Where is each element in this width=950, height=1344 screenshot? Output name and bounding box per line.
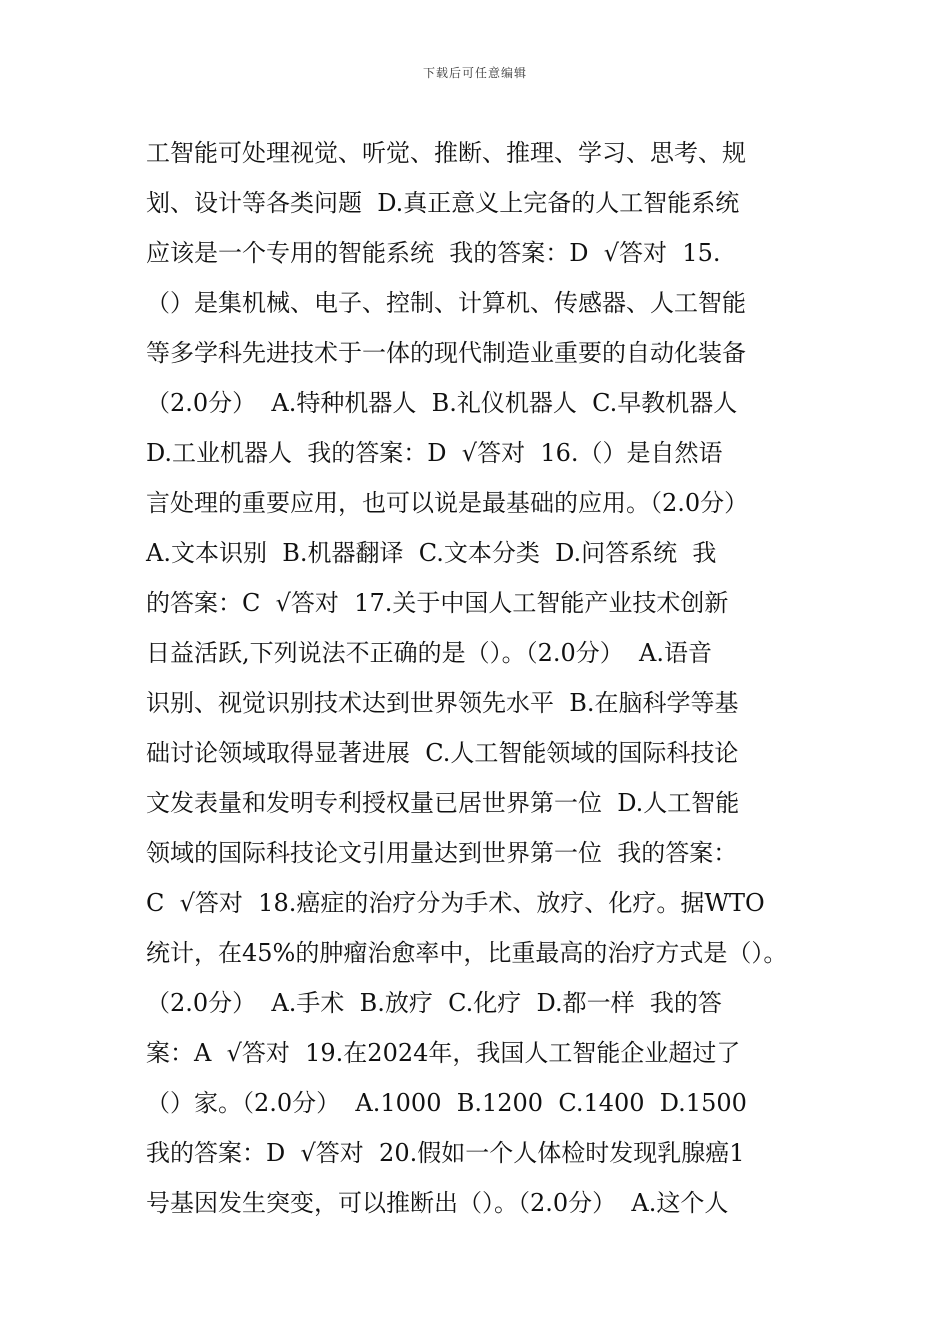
- text-line: 应该是一个专用的智能系统 我的答案：D √答对 15.: [146, 239, 721, 267]
- text-line: 等多学科先进技术于一体的现代制造业重要的自动化装备: [146, 339, 746, 367]
- text-line: （2.0分） A.手术 B.放疗 C.化疗 D.都一样 我的答: [146, 989, 722, 1017]
- text-line: 文发表量和发明专利授权量已居世界第一位 D.人工智能: [146, 789, 740, 817]
- text-line: 案：A √答对 19.在2024年，我国人工智能企业超过了: [146, 1039, 741, 1067]
- text-line: 识别、视觉识别技术达到世界领先水平 B.在脑科学等基: [146, 689, 739, 717]
- text-line: 言处理的重要应用，也可以说是最基础的应用。（2.0分）: [146, 489, 749, 517]
- text-line: D.工业机器人 我的答案：D √答对 16.（）是自然语: [146, 439, 723, 467]
- page-header-caption: 下载后可任意编辑: [422, 66, 527, 80]
- text-line: （）是集机械、电子、控制、计算机、传感器、人工智能: [146, 289, 746, 317]
- text-line: 我的答案：D √答对 20.假如一个人体检时发现乳腺癌1: [146, 1139, 745, 1167]
- text-line: 的答案：C √答对 17.关于中国人工智能产业技术创新: [146, 589, 729, 617]
- text-line: A.文本识别 B.机器翻译 C.文本分类 D.问答系统 我: [146, 539, 717, 567]
- text-line: （2.0分） A.特种机器人 B.礼仪机器人 C.早教机器人: [146, 389, 738, 417]
- text-line: 统计，在45%的肿瘤治愈率中，比重最高的治疗方式是（）。: [146, 939, 788, 967]
- text-line: 工智能可处理视觉、听觉、推断、推理、学习、思考、规: [146, 139, 746, 167]
- text-line: 日益活跃,下列说法不正确的是（）。（2.0分） A.语音: [146, 639, 713, 667]
- body-text: [146, 128, 846, 1228]
- text-line: 础讨论领域取得显著进展 C.人工智能领域的国际科技论: [146, 739, 739, 767]
- text-line: 划、设计等各类问题 D.真正意义上完备的人工智能系统: [146, 189, 740, 217]
- text-line: C √答对 18.癌症的治疗分为手术、放疗、化疗。据WTO: [146, 889, 765, 917]
- text-line: 号基因发生突变，可以推断出（）。（2.0分） A.这个人: [146, 1189, 729, 1217]
- text-line: 领域的国际科技论文引用量达到世界第一位 我的答案：: [146, 839, 738, 867]
- text-line: （）家。（2.0分） A.1000 B.1200 C.1400 D.1500: [146, 1089, 747, 1117]
